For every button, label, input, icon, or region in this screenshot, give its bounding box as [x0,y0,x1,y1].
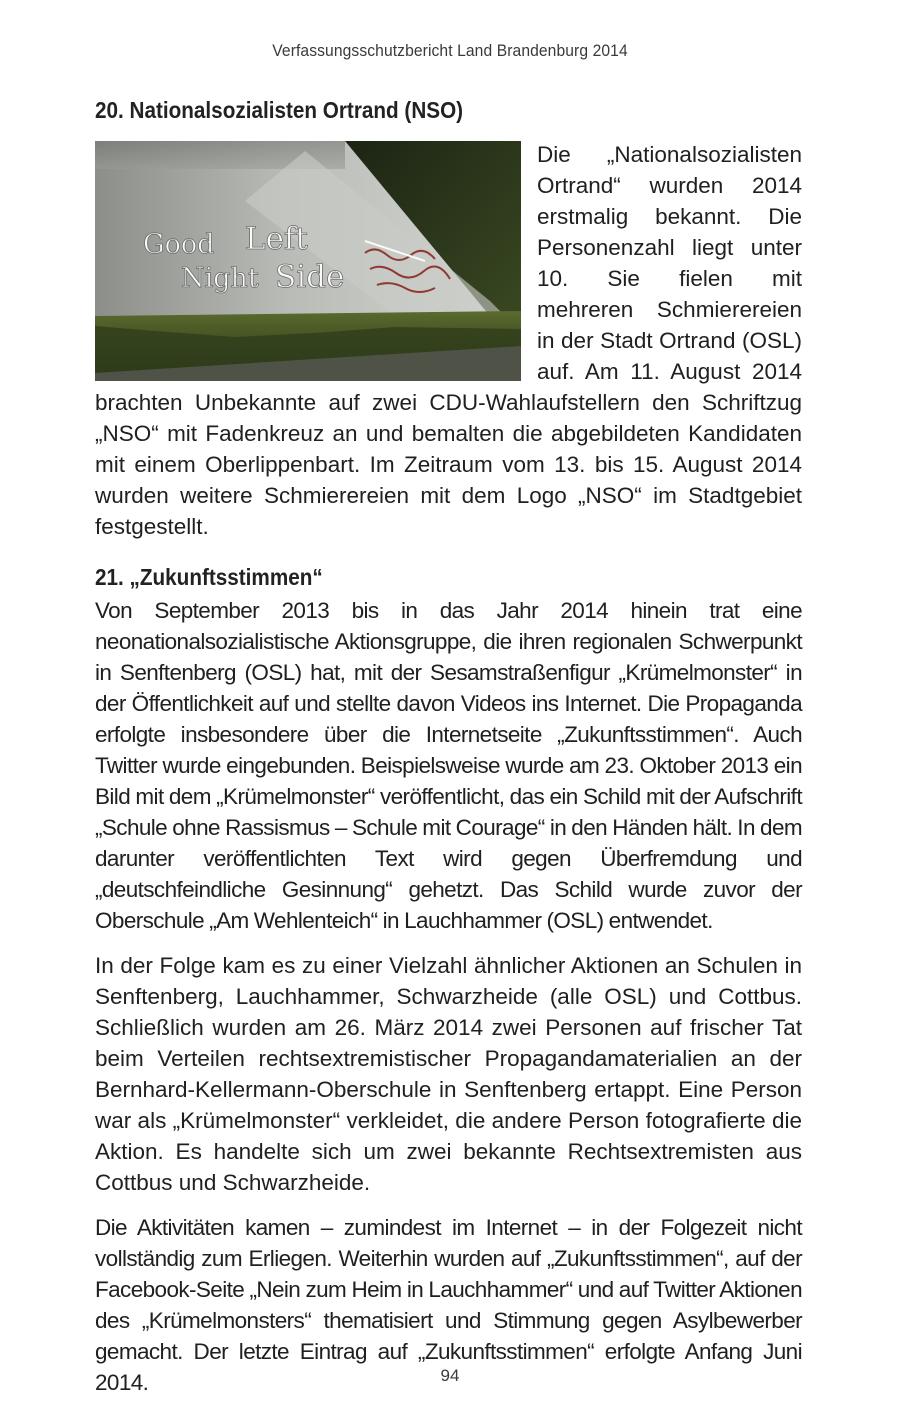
page-content [95,92,802,1398]
graffiti-word-4: Side [275,259,345,295]
graffiti-word-1: Good [143,229,215,260]
section-heading-nso: 20. Nationalsozialisten Ortrand (NSO) [95,97,464,123]
paragraph-zukunft-1: Von September 2013 bis in das Jahr 2014 hinein trat eine neonationalsozialistische Aktionsgruppe, die ihren regionalen Schwerpunkt in Senftenberg (OSL) hat, mit der Sesamstraßenfigur „Krümelmonster“ in der Öffentlichkeit auf und stellte davon Videos ins Internet. Die Propaganda erfolgte insbesondere über die Internetseite „Zukunftsstimmen“. Auch Twitter wurde eingebunden. Beispielsweise wurde am 23. Oktober 2013 ein Bild mit dem „Krümelmonster“ veröffentlicht, das ein Schild mit der Aufschrift „Schule ohne Rassismus – Schule mit Courage“ in den Händen hält. In dem darunter veröffentlichten Text wird gegen Überfremdung und „deutschfeindliche Gesinnung“ gehetzt. Das Schild wurde zuvor der Oberschule „Am Wehlenteich“ in Lauchhammer (OSL) entwendet. [95,598,802,933]
paragraph-zukunft-2: In der Folge kam es zu einer Vielzahl ähnlicher Aktionen an Schulen in Senftenberg, Lauchhammer, Schwarzheide (alle OSL) und Cottbus. Schließlich wurden am 26. März 2014 zwei Personen auf frischer Tat beim Verteilen rechtsextremistischer Propagandamaterialien an der Bernhard-Kellermann-Oberschule in Senftenberg ertappt. Eine Person war als „Krümelmonster“ verkleidet, die andere Person fotografierte die Aktion. Es handelte sich um zwei bekannte Rechtsextremisten aus Cottbus und Schwarzheide. [95,953,802,1195]
page-number: 94 [440,1366,460,1385]
running-header: Verfassungsschutzbericht Land Brandenburg 2014 [272,41,628,60]
paragraph-nso: Die „Nationalsozialisten Ortrand“ wurden 2014 erstmalig bekannt. Die Personenzahl liegt unter 10. Sie fielen mit mehreren Schmierereien in der Stadt Ortrand (OSL) auf. Am 11. August 2014 brachten Unbekannte auf zwei CDU-Wahlaufstellern den Schriftzug „NSO“ mit Fadenkreuz an und bemalten die abgebildeten Kandidaten mit einem Oberlippenbart. Im Zeitraum vom 13. bis 15. August 2014 wurden weitere Schmierereien mit dem Logo „NSO“ im Stadtgebiet festgestellt. [95,142,802,539]
graffiti-word-2: Night [181,263,259,294]
graffiti-word-3: Left [245,221,308,257]
section-heading-zukunftsstimmen: 21. „Zukunftsstimmen“ [95,564,323,590]
graffiti-photo [95,141,521,381]
paragraph-zukunft-3: Die Aktivitäten kamen – zumindest im Internet – in der Folgezeit nicht vollständig zum Erliegen. Weiterhin wurden auf „Zukunftsstimmen“, auf der Facebook-Seite „Nein zum Heim in Lauchhammer“ und auf Twitter Aktionen des „Krümelmonsters“ thematisiert und Stimmung gegen Asylbewerber gemacht. Der letzte Eintrag auf „Zukunftsstimmen“ erfolgte Anfang Juni 2014. [95,1215,802,1395]
